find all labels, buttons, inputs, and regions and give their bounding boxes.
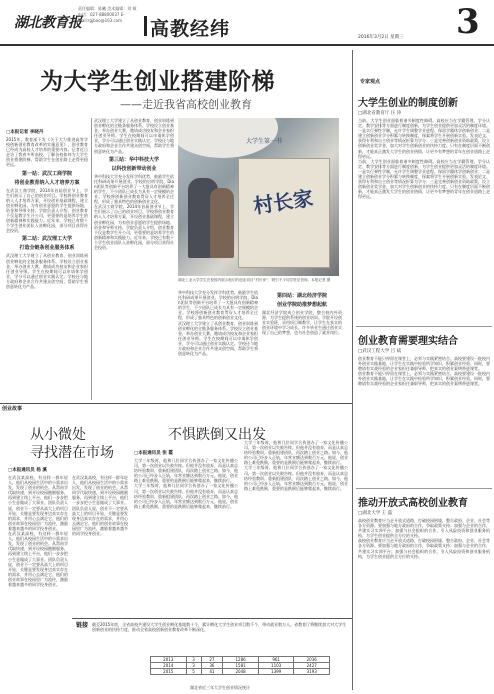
feature-band-label: 创业故事 xyxy=(2,406,23,412)
expert-view-label: 专家观点 xyxy=(360,79,381,85)
section-title: 高教经纬 xyxy=(150,18,231,40)
lead-column-3 xyxy=(178,290,258,400)
right-article-3-text-cont: 高校创业教育应当走开放式道路，打破校园围墙，整合政府、企业、社会等各方资源。要加强与地方政府的合作，争取政策支持；加强与企业的合作，共建实习实训平台；加强与社会组织的合作，引入风险投资和创业服务机构，为学生创业提供全方位的支持。 xyxy=(358,538,490,559)
story-2-byline: □本报通讯员 张 霞 xyxy=(134,451,173,456)
story-1-title-line1: 从小微处 xyxy=(30,427,86,443)
story-2-text-end: 大学三年级时，他和几位同学合伙创办了一家文化传播公司，第一次创业以失败告终。但他并没有放弃，而是认真总结经验教训，重新组建团队，再次踏上创业之路。如今，他的公司已经步入正轨，年营业额达到数百万元。他说，创业路上难免跌倒，重要的是跌倒后能够爬起来，继续前行。 xyxy=(244,465,348,491)
section-marker xyxy=(144,16,147,36)
table-cell: 1581 xyxy=(223,663,259,669)
banner-main-text: 村长家 xyxy=(251,185,315,219)
right-article-2-body xyxy=(358,356,490,484)
feature-band xyxy=(0,403,352,412)
part2-body-cont: 武汉理工大学建立了从创业教育、创业训练到创业孵化的全链条服务体系。学校设立创业基金，举办创业大赛，邀请成功校友和企业家担任创业导师。学生在校期间可以申请休学创业，学分可以通过创业实践认定。学校还与地方政府和企业合作共建众创空间，帮助学生将创意转化为产品。 xyxy=(94,118,174,154)
lead-column-4 xyxy=(262,290,342,400)
table-cell: 961 xyxy=(258,657,294,663)
table-cell: 1103 xyxy=(258,663,294,669)
right-article-3-body xyxy=(358,518,490,690)
photo-caption: 湖北工业大学学生在校园内展示他们的创业项目“村长家”，吸引不少同学驻足咨询。本报记者 摄 xyxy=(178,278,331,282)
lead-headline: 为大学生创业搭建阶梯 xyxy=(40,69,275,95)
part4-title: 第四站：湖北经济学院 xyxy=(276,293,327,299)
right-divider xyxy=(356,488,492,489)
table-cell: 5 xyxy=(186,669,201,675)
right-article-3-byline: □湖北大学 王 磊 xyxy=(358,511,393,516)
editor-info: 责任编辑：陈曦 美术编辑：刘 敏 电话：027-88800037 E-mail:rgjbao@163.com xyxy=(78,6,137,23)
stats-table-caption: 湖北省近三年大学生创业情况统计 xyxy=(190,685,250,690)
story-2-title: 不惧跌倒又出发 xyxy=(168,427,266,443)
story-2-text-more: 大学三年级时，他和几位同学合伙创办了一家文化传播公司，第一次创业以失败告终。但他并没有放弃，而是认真总结经验教训，重新组建团队，再次踏上创业之路。如今，他的公司已经步入正轨，年营业额达到数百万元。他说，创业路上难免跌倒，重要的是跌倒后能够爬起来，继续前行。 xyxy=(244,440,348,466)
part2-body: 武汉理工大学建立了从创业教育、创业训练到创业孵化的全链条服务体系。学校设立创业基金，举办创业大赛，邀请成功校友和企业家担任创业导师。学生在校期间可以申请休学创业，学分可以通过创业实践认定。学校还与地方政府和企业合作共建众创空间，帮助学生将创意转化为产品。 xyxy=(6,253,88,289)
table-cell: 2014 xyxy=(151,663,187,669)
lead-column-2 xyxy=(94,118,174,400)
table-cell: 27 xyxy=(201,657,223,663)
story-2-column-2 xyxy=(244,440,348,615)
right-article-1-title: 大学生创业的制度创新 xyxy=(358,98,458,109)
person-figure xyxy=(210,188,234,258)
table-cell: 1399 xyxy=(258,669,294,675)
story-1-byline: □本报通讯员 杨 溪 xyxy=(8,468,47,473)
right-article-1-text: 当前，大学生创业面临着诸多制度性障碍。高校应当在学籍管理、学分认定、教学安排等方面进行制度创新，为学生创业提供更加灵活的制度环境。一是实行弹性学制，允许学生调整学业进程、保留学籍休学创新创业；二是建立创新创业学分积累与转换制度，探索将学生开展创新实验、发表论文、获得专利和自主创业等情况折算为学分；三是完善创新创业资助政策，设立创新创业奖学金，加大对学生创新创业的扶持力度。只有在制度层面不断创新，才能真正激发大学生的创业热情，让更多有梦想的青年在创业道路上走得更远。 xyxy=(358,118,490,159)
right-article-1-text-cont: 当前，大学生创业面临着诸多制度性障碍。高校应当在学籍管理、学分认定、教学安排等方面进行制度创新，为学生创业提供更加灵活的制度环境。一是实行弹性学制，允许学生调整学业进程、保留学籍休学创新创业；二是建立创新创业学分积累与转换制度，探索将学生开展创新实验、发表论文、获得专利和自主创业等情况折算为学分；三是完善创新创业资助政策，设立创新创业奖学金，加大对学生创新创业的扶持力度。只有在制度层面不断创新，才能真正激发大学生的创业热情，让更多有梦想的青年在创业道路上走得更远。 xyxy=(358,158,490,200)
part2-body-more: 武汉理工大学建立了从创业教育、创业训练到创业孵化的全链条服务体系。学校设立创业基金，举办创业大赛，邀请成功校友和企业家担任创业导师。学生在校期间可以申请休学创业，学分可以通过创业实践认定。学校还与地方政府和企业合作共建众创空间，帮助学生将创意转化为产品。 xyxy=(178,320,258,357)
right-article-2-text: 创业教育不能只停留在课堂上，必须与实践紧密结合。高校要建设一批校内外创业实践基地，让学生在实践中检验所学知识，积累创业经验。同时，要聘请有实战经验的企业家担任兼职导师，把真实的创业案例带进课堂。 xyxy=(358,356,490,372)
table-cell: 1286 xyxy=(223,657,259,663)
table-cell: 2015 xyxy=(151,669,187,675)
column-divider xyxy=(91,118,92,400)
right-article-1-body xyxy=(358,118,490,316)
part2-title: 第二站：武汉理工大学 xyxy=(21,236,72,243)
story-1-text: 在武汉某高校，有这样一群年轻人，他们从校园生活中的小需求出发，发现了创业的机会。从帮同学代取快递，到开设校园跑腿服务，再到建立线上平台，他们一步步把小生意做成了大事业。团队负责人说，创业不一定要从高大上的项目开始，关键是要发现身边真实存在的需求，并用心去满足它。他们的创业故事在校园里广为流传，激励着越来越多的同学投身创业。 xyxy=(8,475,68,531)
table-cell: 3193 xyxy=(294,669,330,675)
part4-subtitle: 创业学院助推梦想起航 xyxy=(276,302,327,308)
right-divider xyxy=(356,326,492,327)
story-2-text-cont: 大学三年级时，他和几位同学合伙创办了一家文化传播公司，第一次创业以失败告终。但他并没有放弃，而是认真总结经验教训，重新组建团队，再次踏上创业之路。如今，他的公司已经步入正轨，年营业额达到数百万元。他说，创业路上难免跌倒，重要的是跌倒后能够爬起来，继续前行。 xyxy=(134,483,238,509)
table-cell: 3 xyxy=(186,663,201,669)
lead-column-1 xyxy=(6,118,88,400)
part2-subtitle: 打造全链条创业服务体系 xyxy=(19,245,75,252)
table-cell: 2427 xyxy=(294,663,330,669)
part3-body-cont: 华中科技大学充分发挥学科优势，鼓励学生依托科研成果开展创业。学校的启明学院、Dian团队等创新平台培养了一大批具有创新精神的学生，不少团队已成长为具有一定规模的企业。学校将创新创业教育贯穿人才培养全过程，形成了独具特色的创新创业文化。 xyxy=(178,290,258,321)
part4-body: 湖北经济学院成立创业学院，整合校内外资源，为学生提供系统的创业培训。学院开设创业实验班，采用项目制教学，让学生在真实的创业环境中学习成长。许多毕业生通过创业实现了自己的梦想，也为社会创造了就业岗位。 xyxy=(262,310,342,336)
lead-intro: 2015年，教育部下发《关于大力推进高等学校创新创业教育改革的实施意见》，创业教育已经成为高校人才培养的重要内容。记者近日走访了我省多所高校，了解各校如何为大学生创业搭建阶梯，帮助学生在创业路上走得更稳更远。 xyxy=(6,137,88,168)
story-1-title-line2: 寻找潜在市场 xyxy=(30,445,114,461)
table-row xyxy=(151,669,330,675)
story-1-column-2 xyxy=(72,475,128,615)
story-2-text: 大学三年级时，他和几位同学合伙创办了一家文化传播公司，第一次创业以失败告终。但他并没有放弃，而是认真总结经验教训，重新组建团队，再次踏上创业之路。如今，他的公司已经步入正轨，年营业额达到数百万元。他说，创业路上难免跌倒，重要的是跌倒后能够爬起来，继续前行。 xyxy=(134,458,238,484)
right-article-2-byline: □武汉工程大学 吕 斌 xyxy=(358,349,402,354)
part1-title: 第一站：武汉工商学院 xyxy=(21,170,72,177)
dateline: 2016年3月2日 星期三 xyxy=(358,35,404,40)
story-1-column-1 xyxy=(8,475,68,690)
story-1-text-cont: 在武汉某高校，有这样一群年轻人，他们从校园生活中的小需求出发，发现了创业的机会。从帮同学代取快递，到开设校园跑腿服务，再到建立线上平台，他们一步步把小生意做成了大事业。团队负责人说，创业不一定要从高大上的项目开始，关键是要发现身边真实存在的需求，并用心去满足它。他们的创业故事在校园里广为流传，激励着越来越多的同学投身创业。 xyxy=(8,531,68,587)
newspaper-brand: 湖北教育报 xyxy=(14,15,82,31)
right-article-3-title: 推动开放式高校创业教育 xyxy=(358,498,468,509)
part1-body-cont: 在武汉工商学院，2014年首届创业节上，学生们展示了自己的创业项目。学校将创业教育纳入人才培养方案，开设创业基础课程，建立创业孵化园，为有创业意愿的学生提供场地、资金和导师支持。学院负责人介绍，创业教育不仅是教学生开公司，更重要的是培养学生的创新精神和实践能力。近年来，学校已有数十个学生创业团队入驻孵化园，部分项目获得社会投资。 xyxy=(94,204,174,250)
part3-title: 第三站：华中科技大学 xyxy=(108,156,159,163)
story-1-text-more: 在武汉某高校，有这样一群年轻人，他们从校园生活中的小需求出发，发现了创业的机会。从帮同学代取快递，到开设校园跑腿服务，再到建立线上平台，他们一步步把小生意做成了大事业。团队负责人说，创业不一定要从高大上的项目开始，关键是要发现身边真实存在的需求，并用心去满足它。他们的创业故事在校园里广为流传，激励着越来越多的同学投身创业。 xyxy=(72,475,128,537)
part3-body: 华中科技大学充分发挥学科优势，鼓励学生依托科研成果开展创业。学校的启明学院、Dian团队等创新平台培养了一大批具有创新精神的学生，不少团队已成长为具有一定规模的企业。学校将创新创业教育贯穿人才培养全过程，形成了独具特色的创新创业文化。 xyxy=(94,173,174,205)
lead-byline: □本报记者 李晓丹 xyxy=(6,130,44,135)
part1-subtitle: 将创业教育纳入人才培养方案 xyxy=(14,179,80,186)
table-cell: 3 xyxy=(186,657,201,663)
part1-body: 在武汉工商学院，2014年首届创业节上，学生们展示了自己的创业项目。学校将创业教育纳入人才培养方案，开设创业基础课程，建立创业孵化园，为有创业意愿的学生提供场地、资金和导师支持。学院负责人介绍，创业教育不仅是教学生开公司，更重要的是培养学生的创新精神和实践能力。近年来，学校已有数十个学生创业团队入驻孵化园，部分项目获得社会投资。 xyxy=(6,187,88,234)
right-article-1-byline: □湖北省教育厅 汪 涛 xyxy=(358,111,402,116)
table-cell: 2036 xyxy=(294,657,330,663)
table-cell: 36 xyxy=(201,663,223,669)
right-column-divider xyxy=(352,50,353,690)
table-cell: 2048 xyxy=(223,669,259,675)
page-number: 3 xyxy=(456,2,480,42)
right-article-3-text: 高校创业教育应当走开放式道路，打破校园围墙，整合政府、企业、社会等各方资源。要加强与地方政府的合作，争取政策支持；加强与企业的合作，共建实习实训平台；加强与社会组织的合作，引入风险投资和创业服务机构，为学生创业提供全方位的支持。 xyxy=(358,518,490,539)
table-cell: 2013 xyxy=(151,657,187,663)
table-cell: 41 xyxy=(201,669,223,675)
info-box-text: 截至2015年底，全省高校共建设大学生创业孵化基地数十个，累计孵化大学生创业项目数千个，带动就业数万人。省教育厅将继续加大对大学生创新创业的扶持力度，推动全省高校创新创业教育改革不断深化。 xyxy=(92,622,347,633)
part3-subtitle: 以科技创新带动创业 xyxy=(111,165,157,172)
stats-table xyxy=(150,656,330,675)
lead-subhead: ——走近我省高校创业教育 xyxy=(120,98,252,111)
right-article-2-text-cont: 创业教育不能只停留在课堂上，必须与实践紧密结合。高校要建设一批校内外创业实践基地，让学生在实践中检验所学知识，积累创业经验。同时，要聘请有实战经验的企业家担任兼职导师，把真实的创业案例带进课堂。 xyxy=(358,371,490,387)
info-box-label: 链接 xyxy=(76,622,89,629)
right-article-2-title: 创业教育需要理实结合 xyxy=(358,336,458,347)
story-2-column-1 xyxy=(134,458,238,615)
news-photo xyxy=(178,118,339,276)
banner-top-text: 大学生第一书 xyxy=(246,138,283,145)
